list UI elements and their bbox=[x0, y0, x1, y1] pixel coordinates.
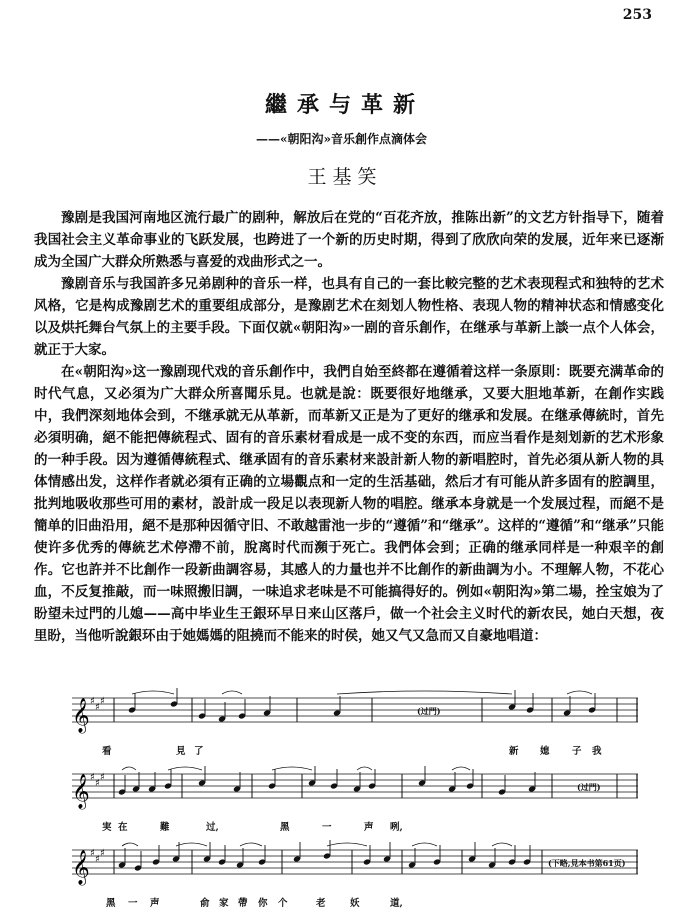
article-author: 王基笑 bbox=[307, 166, 383, 188]
staff bbox=[72, 688, 638, 748]
sharp-icon: ♯ bbox=[100, 696, 105, 707]
lyric-syllable: 在 bbox=[118, 822, 128, 833]
slur bbox=[337, 691, 512, 694]
staff bbox=[72, 764, 638, 824]
slur bbox=[567, 691, 592, 694]
slur bbox=[122, 767, 136, 770]
sharp-icon: ♯ bbox=[90, 772, 95, 783]
lyric-syllable: 声 bbox=[364, 822, 374, 833]
staff-row bbox=[72, 840, 638, 916]
sharp-icon: ♯ bbox=[90, 848, 95, 859]
slur bbox=[357, 767, 372, 770]
slur bbox=[176, 843, 207, 846]
lyric-syllable: 个 bbox=[278, 898, 288, 909]
lyric-syllable: 老 bbox=[316, 898, 326, 909]
lyric-syllable: 咧, bbox=[390, 822, 403, 833]
lyric-syllable: 我 bbox=[592, 746, 602, 757]
lyric-syllable: 黑 bbox=[280, 822, 290, 833]
sharp-icon: ♯ bbox=[95, 854, 100, 865]
lyric-syllable: 一 bbox=[128, 898, 138, 909]
treble-clef-icon: 𝄞 bbox=[72, 850, 90, 885]
lyric-syllable: 声 bbox=[150, 898, 160, 909]
sharp-icon: ♯ bbox=[100, 772, 105, 783]
staff-row bbox=[72, 688, 638, 764]
treble-clef-icon: 𝄞 bbox=[72, 774, 90, 809]
lyric-syllable: 过, bbox=[206, 822, 219, 833]
article-title: 繼承与革新 bbox=[264, 92, 425, 118]
lyric-syllable: 新 bbox=[509, 746, 519, 757]
paragraph-2: 豫剧音乐与我国許多兄弟剧种的音乐一样，也具有自己的一套比較完整的艺术表现程式和独特的艺术风格，它是构成豫剧艺术的重要组成部分，是豫剧艺术在刻划人物性格、表现人物的精神状态和情感变化以及烘托舞台气氛上的主要手段。下面仅就«朝阳沟»一剧的音乐創作，在继承与革新上談一点个人体会，就正于大家。 bbox=[34, 276, 664, 358]
lyric-syllable: 看 bbox=[102, 746, 112, 757]
sharp-icon: ♯ bbox=[90, 696, 95, 707]
music-score bbox=[72, 688, 638, 916]
staff bbox=[72, 840, 638, 900]
slur bbox=[122, 843, 138, 846]
page-number: 253 bbox=[622, 7, 652, 23]
article-body bbox=[34, 207, 664, 647]
lyric-syllable: 一 bbox=[322, 822, 332, 833]
lyric-syllable: 道, bbox=[390, 898, 403, 909]
slur bbox=[412, 843, 437, 846]
slur bbox=[222, 691, 242, 694]
slur bbox=[327, 843, 367, 846]
sharp-icon: ♯ bbox=[95, 702, 100, 713]
slur bbox=[492, 843, 512, 846]
sharp-icon: ♯ bbox=[95, 778, 100, 789]
lyric-syllable: 黑 bbox=[106, 898, 116, 909]
lyric-syllable: 俞 bbox=[200, 898, 210, 909]
slur bbox=[168, 767, 202, 770]
lyric-syllable: 妖 bbox=[350, 898, 360, 909]
lyric-syllable: 媳 bbox=[540, 746, 550, 757]
lyric-syllable: 難 bbox=[160, 822, 170, 833]
lyric-syllable: 実 bbox=[102, 822, 112, 833]
lyric-syllable: 你 bbox=[258, 898, 268, 909]
treble-clef-icon: 𝄞 bbox=[72, 698, 90, 733]
article-subtitle: ——«朝阳沟»音乐創作点滴体会 bbox=[256, 132, 428, 146]
lyric-syllable: 了 bbox=[194, 746, 204, 757]
lyric-syllable: 帶 bbox=[238, 898, 248, 909]
lyric-syllable: 家 bbox=[219, 898, 229, 909]
paragraph-1: 豫剧是我国河南地区流行最广的剧种，解放后在党的“百花齐放，推陈出新”的文艺方针指导下，随着我国社会主义革命事业的飞跃发展，也跨进了一个新的历史时期，得到了欣欣向荣的发展，近年来已逐渐成为全国广大群众所熟悉与喜爱的戏曲形式之一。 bbox=[34, 210, 664, 270]
score-mark: (过門) bbox=[417, 706, 441, 716]
lyric-syllable: 子 bbox=[572, 746, 582, 757]
paragraph-3: 在«朝阳沟»这一豫剧现代戏的音乐創作中，我們自始至終都在遵循着这样一条原則：既要充满革命的时代气息，又必須为广大群众所喜聞乐見。也就是說：既要很好地继承，又要大胆地革新，在創作实践中，我們深刻地体会到，不继承就无从革新，而革新又正是为了更好的继承和发展。在继承傳統时，首先必須明确，絕不能把傳統程式、固有的音乐素材看成是一成不变的东西，而应当看作是刻划新的艺术形象的一种手段。因为遵循傳統程式、继承固有的音乐素材来設計新人物的新唱腔时，首先必須从新人物的具体情感出发，这样作者就必須有正确的立場觀点和一定的生活基础，然后才有可能从許多固有的腔調里，批判地吸收那些可用的素材，設計成一段足以表现新人物的唱腔。继承本身就是一个发展过程，而絕不是簡单的旧曲沿用，絕不是那种因循守旧、不敢越雷池一步的“遵循”和“继承”。这样的“遵循”和“继承”只能使许多优秀的傳統艺术停滯不前，脫离时代而瀕于死亡。我們体会到；正确的继承同样是一种艰辛的創作。它也許并不比創作一段新曲調容易，其感人的力量也并不比創作的新曲調为小。不理解人物，不花心血，不反复推敲，而一味照搬旧調，一味追求老味是不可能搞得好的。例如«朝阳沟»第二場，拴宝娘为了盼望未过門的儿媳——高中毕业生王銀环早日来山区落戶，做一个社会主义时代的新农民，她白天想，夜里盼，当他听說銀环由于她媽媽的阻撓而不能来的时侯，她又气又急而又自豪地唱道： bbox=[34, 364, 664, 644]
sharp-icon: ♯ bbox=[100, 848, 105, 859]
score-mark: (过門) bbox=[577, 782, 601, 792]
staff-row bbox=[72, 764, 638, 840]
slur bbox=[132, 691, 174, 694]
slur bbox=[272, 767, 312, 770]
score-mark: (下略,見本书第61页) bbox=[548, 858, 626, 868]
slur bbox=[452, 767, 470, 770]
lyric-syllable: 見 bbox=[176, 746, 186, 757]
slur bbox=[240, 843, 262, 846]
